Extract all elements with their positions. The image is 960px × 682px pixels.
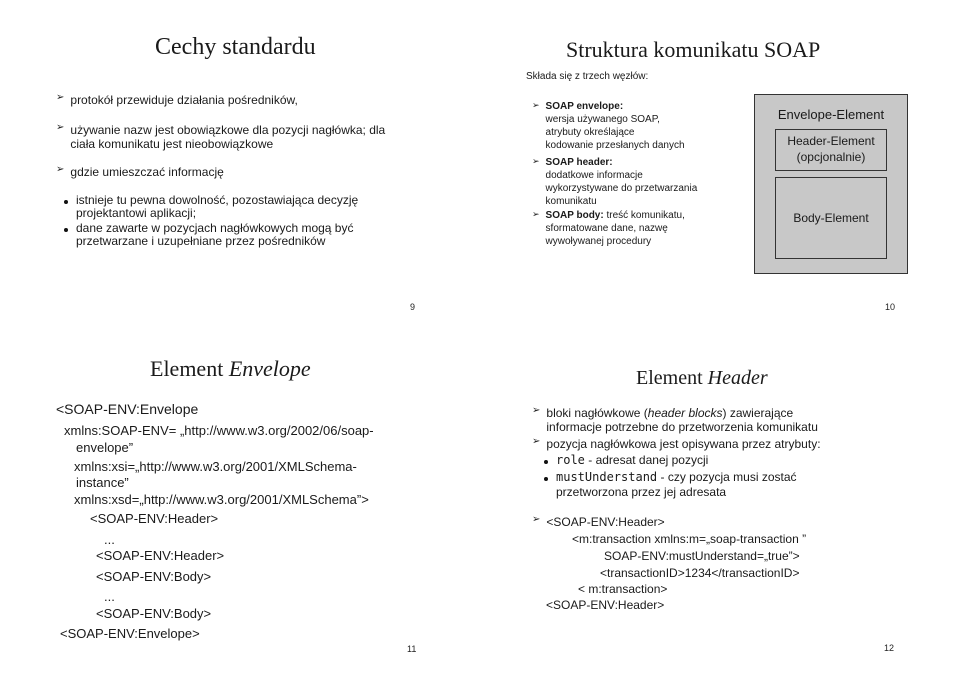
code-line: <transactionID>1234</transactionID>: [600, 566, 800, 580]
bullet-text: <SOAP-ENV:Header>: [546, 515, 665, 529]
slide-struktura-soap: [480, 0, 960, 341]
arrow-bullet-icon: ➢: [532, 209, 540, 219]
node-description: sformatowane dane, nazwę wywoływanej procedury: [545, 223, 668, 247]
dot-bullet-icon: [64, 228, 68, 232]
arrow-bullet-icon: ➢: [532, 100, 540, 110]
node-body: [532, 210, 685, 248]
sub-bullet-text: dane zawarte w pozycjach nagłówkowych mogą być przetwarzane i uzupełniane przez pośredników: [76, 221, 354, 248]
node-heading: SOAP header:: [545, 157, 613, 168]
code-line: <SOAP-ENV:Header>: [96, 548, 225, 563]
slide-title: Struktura komunikatu SOAP: [566, 37, 821, 62]
code-line: <SOAP-ENV:Body>: [96, 569, 212, 584]
dot-bullet-icon: [64, 200, 68, 204]
arrow-bullet-icon: ➢: [56, 164, 65, 175]
code-line: xmlns:xsd=„http://www.w3.org/2001/XMLSchema”>: [74, 492, 369, 507]
title-italic: Envelope: [228, 356, 311, 381]
code-line: xmlns:xsi=„http://www.w3.org/2001/XMLSchema-: [74, 459, 357, 474]
arrow-bullet-icon: ➢: [56, 122, 65, 133]
title-plain: Element: [636, 367, 708, 389]
bullet-1: [56, 93, 298, 107]
code-line: <m:transaction xmlns:m=„soap-transaction ”: [572, 532, 807, 546]
bullet-text-pre: bloki nagłówkowe (: [546, 406, 648, 420]
code-line: xmlns:SOAP-ENV= „http://www.w3.org/2002/06/soap-: [64, 423, 374, 438]
sub-bullet-1: [64, 194, 358, 220]
arrow-bullet-icon: ➢: [532, 405, 541, 416]
slide-title: Cechy standardu: [155, 34, 316, 60]
intro-text: Składa się z trzech węzłów:: [526, 71, 649, 82]
attr-mustunderstand: [544, 470, 797, 500]
code-line: <SOAP-ENV:Envelope: [56, 401, 199, 417]
envelope-diagram: [754, 94, 908, 274]
node-description: dodatkowe informacje wykorzystywane do przetwarzania komunikatu: [545, 170, 698, 207]
bullet-3: [56, 165, 224, 179]
bullet-text: używanie nazw jest obowiązkowe dla pozycji nagłówka; dla ciała komunikatu jest nieobowiązkowe: [70, 123, 386, 151]
attr-code: role: [556, 453, 585, 467]
code-line: instance”: [76, 475, 129, 490]
header-bullet-1: [532, 406, 818, 434]
code-line: envelope”: [76, 440, 134, 455]
dot-bullet-icon: [544, 460, 548, 464]
bullet-text: protokół przewiduje działania pośredników,: [70, 93, 298, 107]
bullet-text-italic: header blocks: [647, 406, 723, 420]
code-line: <SOAP-ENV:Header>: [546, 598, 665, 612]
bullet-text-line2: informacje potrzebne do przetworzenia komunikatu: [546, 420, 818, 434]
code-line: SOAP-ENV:mustUnderstand=„true”>: [604, 549, 800, 563]
dot-bullet-icon: [544, 477, 548, 481]
sub-bullet-text: istnieje tu pewna dowolność, pozostawiająca decyzję projektantowi aplikacji;: [76, 193, 359, 220]
arrow-bullet-icon: ➢: [532, 514, 541, 525]
code-line: <SOAP-ENV:Envelope>: [60, 626, 200, 641]
code-line: ...: [104, 589, 115, 604]
arrow-bullet-icon: ➢: [532, 156, 540, 166]
code-line: ...: [104, 532, 115, 547]
page-number: 10: [885, 302, 896, 312]
slide-cechy-standardu: [0, 0, 480, 341]
node-header: [532, 157, 697, 208]
page-number: 9: [410, 302, 416, 312]
node-description: wersja używanego SOAP, atrybuty określające kodowanie przesłanych danych: [545, 114, 685, 151]
body-element-box: [775, 177, 887, 259]
page-number: 11: [407, 644, 417, 654]
code-line: <SOAP-ENV:Body>: [96, 606, 212, 621]
title-plain: Element: [150, 356, 229, 381]
attr-desc-line2: przetworzona przez jej adresata: [556, 485, 727, 499]
sub-bullet-2: [64, 222, 353, 248]
node-heading: SOAP body:: [545, 210, 604, 221]
code-line: < m:transaction>: [578, 582, 668, 596]
arrow-bullet-icon: ➢: [532, 436, 541, 447]
header-element-label: Header-Element (opcjonalnie): [787, 134, 875, 164]
slide-element-header: [480, 341, 960, 682]
header-bullet-3: [532, 515, 665, 529]
header-element-box: [775, 129, 887, 171]
slide-title: [150, 356, 311, 382]
attr-code: mustUnderstand: [556, 470, 658, 484]
title-italic: Header: [707, 367, 768, 389]
arrow-bullet-icon: ➢: [56, 92, 65, 103]
code-line: <SOAP-ENV:Header>: [90, 511, 219, 526]
bullet-2: [56, 123, 385, 151]
header-bullet-2: [532, 437, 821, 451]
slide-element-envelope: [0, 341, 480, 682]
bullet-text: gdzie umieszczać informację: [70, 165, 224, 179]
bullet-text-post: ) zawierające: [722, 406, 794, 420]
attr-desc: - czy pozycja musi zostać: [657, 470, 797, 484]
bullet-text: pozycja nagłówkowa jest opisywana przez atrybuty:: [546, 437, 821, 451]
node-envelope: [532, 101, 685, 152]
attr-desc: - adresat danej pozycji: [584, 453, 709, 467]
body-element-label: Body-Element: [793, 211, 869, 225]
node-heading: SOAP envelope:: [545, 101, 624, 112]
node-inline-text: treść komunikatu,: [603, 210, 685, 221]
envelope-label: Envelope-Element: [777, 107, 885, 122]
slide-title: [636, 367, 768, 390]
page-number: 12: [884, 643, 895, 653]
attr-role: [544, 453, 708, 468]
